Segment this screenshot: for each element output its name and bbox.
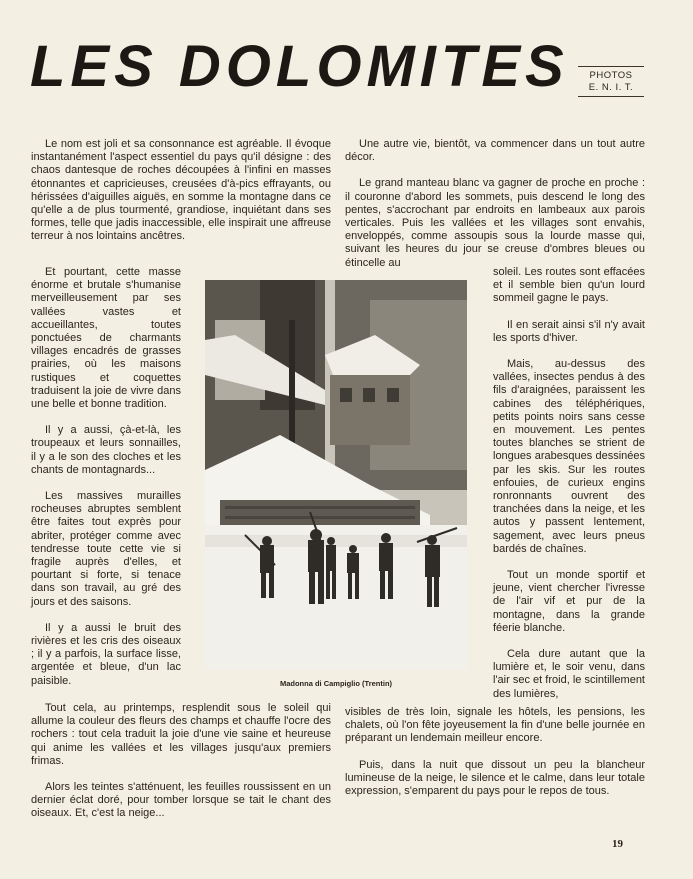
paragraph: Alors les teintes s'atténuent, les feuilles roussissent en un dernier éclat doré, pour tomber lorsque se tait le chant des oiseaux. Et, c'est la neige... <box>31 781 331 820</box>
paragraph: soleil. Les routes sont effacées et il semble bien qu'un lourd sommeil gagne le pays. <box>493 266 645 305</box>
right-bottom-block <box>345 706 645 798</box>
village-photo <box>205 280 467 670</box>
page-number: 19 <box>612 838 623 850</box>
paragraph: Mais, au-dessus des vallées, insectes pendus à des fils d'araignées, paraissent les cabines des téléphériques, petits points noirs sans cesse en mouvement. Les pentes toutes blanches se strient de longues arabesques dessinées par les skis. Sur les routes enfouies, de curieux engins ronronnants ouvrent des tranchées dans la neige, et les autos y passent lentement, sagement, avec leurs pneus bardés de chaînes. <box>493 358 645 555</box>
photo-credit-source: E. N. I. T. <box>588 81 634 93</box>
paragraph: Tout un monde sportif et jeune, vient chercher l'ivresse de l'air vif et pur de la montagne, dans la grande féerie blanche. <box>493 569 645 634</box>
left-narrow-column <box>31 266 181 688</box>
left-intro-block <box>31 138 331 244</box>
article-title: LES DOLOMITES <box>30 34 569 99</box>
village-photo-image <box>205 280 467 670</box>
paragraph: Le grand manteau blanc va gagner de proche en proche : il couronne d'abord les sommets, puis descend le long des pentes, s'accrochant par endroits en lambeaux aux parois verticales. Puis les vallées et les villages sont envahis, enveloppés, comme assoupis sous la lourde masse qui, suivant les heures du jour se creuse d'ombres bleues ou étincelle au <box>345 177 645 269</box>
right-narrow-column <box>493 266 645 701</box>
photo-caption: Madonna di Campiglio (Trentin) <box>279 679 393 688</box>
left-bottom-block <box>31 702 331 821</box>
paragraph: Et pourtant, cette masse énorme et brutale s'humanise merveilleusement par ses vallées vastes et accueillantes, toutes ponctuées de charmants villages encadrés de grasses prairies, où les maisons rustiques et coquettes traduisent la joie de vivre dans une belle et bonne tradition. <box>31 266 181 411</box>
paragraph: Il en serait ainsi s'il n'y avait les sports d'hiver. <box>493 318 645 344</box>
paragraph: visibles de très loin, signale les hôtels, les pensions, les chalets, où l'on fête joyeusement la fin d'une belle journée en préparant un lendemain meilleur encore. <box>345 706 645 745</box>
photo-credit <box>578 66 644 97</box>
paragraph: Tout cela, au printemps, resplendit sous le soleil qui allume la couleur des fleurs des champs et chauffe l'ocre des rochers : tout cela traduit la joie d'une vie saine et heureuse qui anime les vallées et les villages jusqu'aux premiers frimas. <box>31 702 331 767</box>
paragraph: Il y a aussi, çà-et-là, les troupeaux et leurs sonnailles, il y a le son des cloches et les chants de montagnards... <box>31 424 181 476</box>
paragraph: Il y a aussi le bruit des rivières et les cris des oiseaux ; il y a parfois, la surface lisse, argentée et bleue, d'un lac paisible. <box>31 621 181 687</box>
paragraph: Les massives murailles rocheuses abruptes semblent être faites tout exprès pour abriter, protéger comme avec tendresse toute cette vie si fragile auprès d'elles, et pourtant si forte, si tenace dans son travail, au gré des jours et des saisons. <box>31 490 181 608</box>
right-intro-block <box>345 138 645 270</box>
paragraph: Le nom est joli et sa consonnance est agréable. Il évoque instantanément l'aspect essentiel du pays qu'il désigne : des chaos dantesque de roches découpées à l'infini en masses étonnantes et capricieuses, creusées d'à-pics effrayants, ou hérissées d'aiguilles aiguës, en somme la montagne dans ce qu'elle a de plus tourmenté, grandiose, inquiétant dans ses formes, telle que jadis inaccessible, elle inspirait une affreuse terreur à nos lointains ancêtres. <box>31 138 331 243</box>
paragraph: Puis, dans la nuit que dissout un peu la blancheur lumineuse de la neige, le silence et le calme, dans leur totale expression, s'emparent du pays pour le repos de tous. <box>345 758 645 798</box>
paragraph: Une autre vie, bientôt, va commencer dans un tout autre décor. <box>345 138 645 164</box>
photo-credit-label: PHOTOS <box>589 70 633 81</box>
paragraph: Cela dure autant que la lumière et, le soir venu, dans l'air sec et froid, le scintillement des lumières, <box>493 648 645 700</box>
